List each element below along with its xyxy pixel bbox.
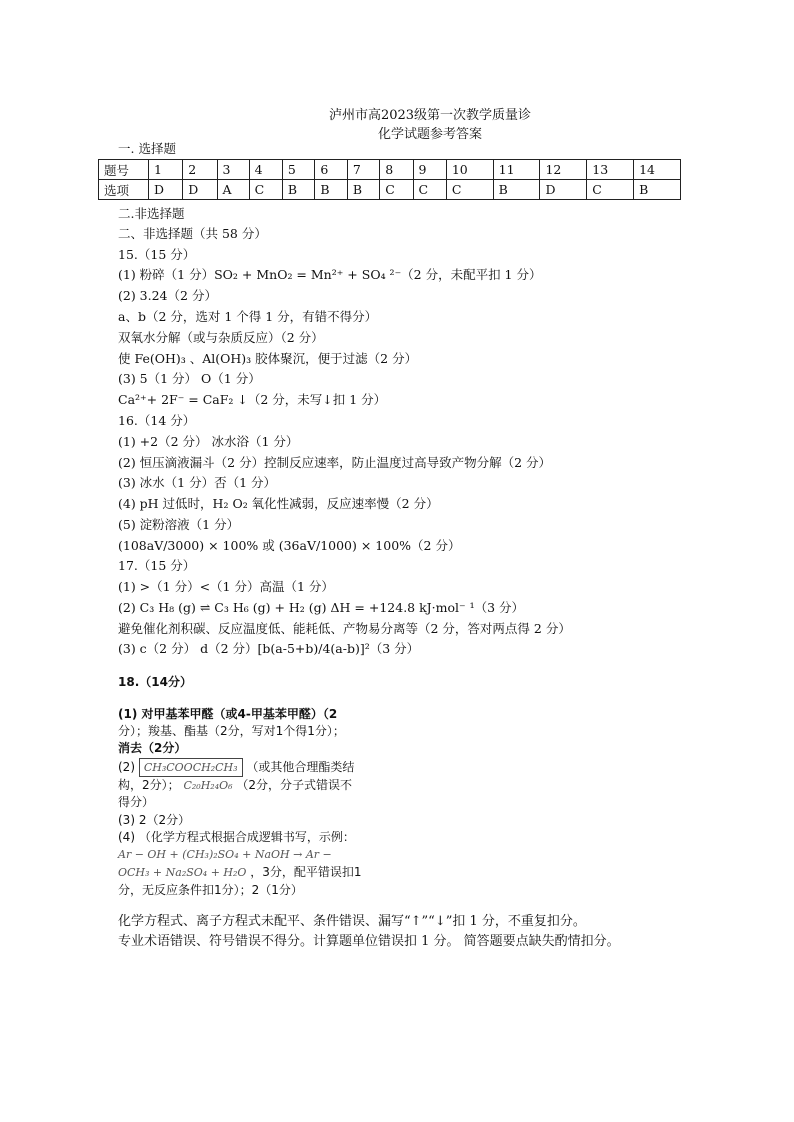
question-number-cell: 7 xyxy=(347,160,379,180)
q18-head: 18.（14分） xyxy=(118,675,192,689)
doc-subtitle: 化学试题参考答案 xyxy=(377,127,482,142)
q16-line: (4) pH 过低时，H₂ O₂ 氧化性减弱，反应速率慢（2 分） xyxy=(118,496,439,511)
q18-line: 分）；羧基、酯基（2分，写对1个得1分）； xyxy=(118,724,345,738)
q18-line xyxy=(118,864,362,881)
q15-line: (1) 粉碎（1 分）SO₂ + MnO₂ = Mn²⁺ + SO₄ ²⁻（2 分，未配平扣 1 分） xyxy=(118,267,542,282)
answer-cell: C xyxy=(249,180,282,200)
q17-line: (3) c（2 分） d（2 分）[b(a-5+b)/4(a-b)]²（3 分） xyxy=(118,641,420,656)
question-number-cell: 2 xyxy=(183,160,217,180)
question-number-cell: 4 xyxy=(249,160,282,180)
q16-line: (3) 冰水（1 分）否（1 分） xyxy=(118,475,277,490)
answer-cell: A xyxy=(217,180,249,200)
answer-cell: C xyxy=(446,180,493,200)
answer-cell: B xyxy=(282,180,314,200)
q18-line xyxy=(118,706,337,723)
answer-cell: B xyxy=(315,180,347,200)
question-number-cell: 12 xyxy=(540,160,587,180)
q18-line: 分，无反应条件扣1分）；2（1分） xyxy=(118,883,303,897)
molecular-formula: C₂₀H₂₄O₆ xyxy=(183,779,233,792)
answer-cell: C xyxy=(587,180,634,200)
answer-cell: D xyxy=(540,180,587,200)
q16-line: (1) +2（2 分） 冰水浴（1 分） xyxy=(118,434,299,449)
q15-line: (3) 5（1 分） O（1 分） xyxy=(118,371,261,386)
q18-text: (2) xyxy=(118,760,135,774)
grading-note: 专业术语错误、符号错误不得分。计算题单位错误扣 1 分。 简答题要点缺失酌情扣分。 xyxy=(118,934,620,949)
q15-line: 使 Fe(OH)₃ 、Al(OH)₃ 胶体聚沉，便于过滤（2 分） xyxy=(118,351,418,366)
q16-line: (108aV/3000) × 100% 或 (36aV/1000) × 100%（2 分） xyxy=(118,538,461,553)
q18-line: 得分） xyxy=(118,795,155,809)
answer-cell: C xyxy=(380,180,413,200)
question-number-cell: 1 xyxy=(149,160,183,180)
table-header-number: 题号 xyxy=(99,160,149,180)
q15-line: a、b（2 分，选对 1 个得 1 分，有错不得分） xyxy=(118,309,378,324)
q18-text: (1) 对甲基苯甲醛（或4-甲基苯甲醛）（2 xyxy=(118,707,338,721)
q18-line xyxy=(118,777,352,794)
answer-cell: B xyxy=(347,180,379,200)
q18-line: 消去（2分） xyxy=(118,741,187,755)
question-number-cell: 9 xyxy=(413,160,446,180)
table-row xyxy=(99,160,681,180)
answer-cell: D xyxy=(183,180,217,200)
q16-line: (5) 淀粉溶液（1 分） xyxy=(118,517,240,532)
q18-equation: Ar − OH + (CH₃)₂SO₄ + NaOH → Ar − xyxy=(118,848,332,861)
q18-text: ，3分，配平错误扣1 xyxy=(250,865,362,879)
question-number-cell: 14 xyxy=(634,160,681,180)
question-number-cell: 13 xyxy=(587,160,634,180)
grading-note: 化学方程式、离子方程式未配平、条件错误、漏写“↑”“↓”扣 1 分，不重复扣分。 xyxy=(118,914,586,929)
answer-cell: C xyxy=(413,180,446,200)
q18-equation: OCH₃ + Na₂SO₄ + H₂O xyxy=(118,866,247,879)
ester-formula-box: CH₃COOCH₂CH₃ xyxy=(139,758,243,777)
q16-line: (2) 恒压滴液漏斗（2 分）控制反应速率，防止温度过高导致产物分解（2 分） xyxy=(118,455,552,470)
table-header-option: 选项 xyxy=(99,180,149,200)
table-row xyxy=(99,180,681,200)
q18-text: （2分，分子式错误不 xyxy=(236,778,353,792)
q17-line: (1) >（1 分）<（1 分）高温（1 分） xyxy=(118,579,334,594)
q18-line: (4) （化学方程式根据合成逻辑书写，示例： xyxy=(118,830,355,844)
section-non-choice-total: 二、非选择题（共 58 分） xyxy=(118,226,267,241)
q15-head: 15.（15 分） xyxy=(118,247,196,262)
answer-cell: B xyxy=(634,180,681,200)
q17-line: (2) C₃ H₈ (g) ⇌ C₃ H₆ (g) + H₂ (g) ΔH = +124.8 kJ·mol⁻ ¹（3 分） xyxy=(118,600,525,615)
q18-text: 构，2分）； xyxy=(118,778,180,792)
q15-line: 双氧水分解（或与杂质反应）（2 分） xyxy=(118,330,324,345)
question-number-cell: 6 xyxy=(315,160,347,180)
question-number-cell: 3 xyxy=(217,160,249,180)
section-non-choice: 二.非选择题 xyxy=(118,206,185,221)
q17-head: 17.（15 分） xyxy=(118,558,196,573)
q18-text: （或其他合理酯类结 xyxy=(246,760,355,774)
question-number-cell: 11 xyxy=(493,160,540,180)
question-number-cell: 10 xyxy=(446,160,493,180)
answer-cell: D xyxy=(149,180,183,200)
q15-line: (2) 3.24（2 分） xyxy=(118,288,217,303)
section-multiple-choice: 一. 选择题 xyxy=(118,141,176,156)
answer-cell: B xyxy=(493,180,540,200)
question-number-cell: 8 xyxy=(380,160,413,180)
q17-line: 避免催化剂积碳、反应温度低、能耗低、产物易分离等（2 分，答对两点得 2 分） xyxy=(118,621,571,636)
doc-title: 泸州市高2023级第一次教学质量诊 xyxy=(328,108,532,123)
q16-head: 16.（14 分） xyxy=(118,413,196,428)
q15-line: Ca²⁺+ 2F⁻ = CaF₂ ↓（2 分，未写↓扣 1 分） xyxy=(118,392,387,407)
answer-table xyxy=(98,159,681,200)
q18-line: (3) 2（2分） xyxy=(118,813,191,827)
question-number-cell: 5 xyxy=(282,160,314,180)
q18-line xyxy=(118,758,354,777)
